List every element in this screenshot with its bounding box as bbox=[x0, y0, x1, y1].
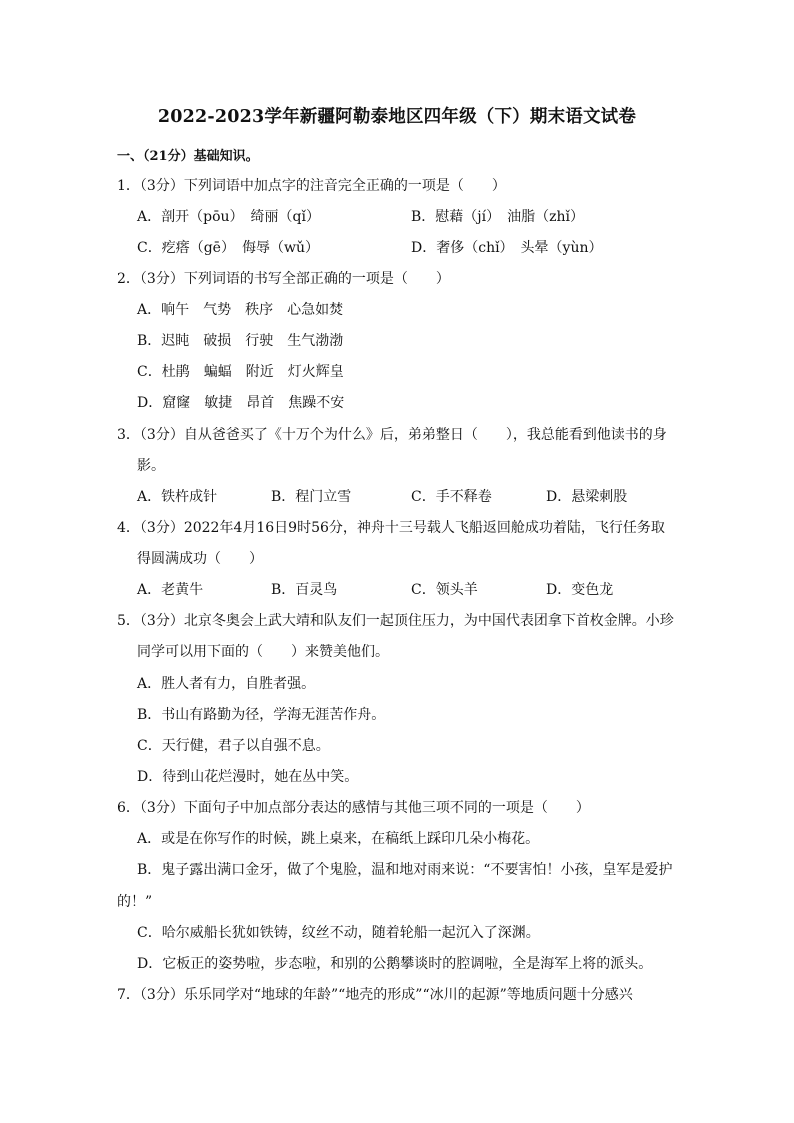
question-4-option-b: B．百灵鸟 bbox=[271, 582, 338, 598]
question-3-stem-line-2: 影。 bbox=[137, 458, 165, 474]
question-3-stem-line-1: 3．（3分）自从爸爸买了《十万个为什么》后，弟弟整日（ ），我总能看到他读书的身 bbox=[117, 427, 667, 443]
section-heading: 一、（21分）基础知识。 bbox=[117, 149, 259, 164]
question-6-option-d: D．它板正的姿势啦，步态啦，和别的公鹅攀谈时的腔调啦，全是海军上将的派头。 bbox=[137, 956, 653, 972]
question-5-stem-line-1: 5．（3分）北京冬奥会上武大靖和队友们一起顶住压力，为中国代表团拿下首枚金牌。小珍 bbox=[117, 613, 674, 629]
question-2-option-b: B．迟盹 破损 行驶 生气渤渤 bbox=[137, 333, 344, 349]
question-5-stem-line-2: 同学可以用下面的（ ）来赞美他们。 bbox=[137, 644, 389, 660]
question-6-option-b-line-1: B．鬼子露出满口金牙，做了个鬼脸，温和地对雨来说：“不要害怕！小孩，皇军是爱护 bbox=[137, 862, 673, 878]
question-1-option-a: A．剖开（pōu） 绮丽（qǐ） bbox=[137, 209, 320, 225]
question-5-option-b: B．书山有路勤为径，学海无涯苦作舟。 bbox=[137, 707, 386, 723]
question-2-option-d: D．窟窿 敏捷 昂首 焦躁不安 bbox=[137, 395, 345, 411]
question-3-option-d: D．悬梁刺股 bbox=[546, 489, 628, 505]
question-4-option-c: C．领头羊 bbox=[411, 582, 478, 598]
question-2-option-c: C．杜鹃 蝙蝠 附近 灯火辉皇 bbox=[137, 364, 344, 380]
question-1-option-c: C．疙瘩（gē） 侮辱（wǔ） bbox=[137, 240, 319, 256]
question-5-option-a: A．胜人者有力，自胜者强。 bbox=[137, 676, 316, 692]
question-1-option-d: D．奢侈（chǐ） 头晕（yùn） bbox=[411, 240, 603, 256]
question-2-stem: 2．（3分）下列词语的书写全部正确的一项是（ ） bbox=[117, 271, 450, 287]
question-5-option-d: D．待到山花烂漫时，她在丛中笑。 bbox=[137, 769, 359, 785]
question-4-option-a: A．老黄牛 bbox=[137, 582, 204, 598]
question-6-option-a: A．或是在你写作的时候，跳上桌来，在稿纸上踩印几朵小梅花。 bbox=[137, 831, 540, 847]
question-3-option-c: C．手不释卷 bbox=[411, 489, 492, 505]
question-4-stem-line-2: 得圆满成功（ ） bbox=[137, 551, 263, 567]
question-2-option-a: A．响午 气势 秩序 心急如焚 bbox=[137, 302, 344, 318]
question-1-option-b: B．慰藉（jí） 油脂（zhǐ） bbox=[411, 209, 584, 225]
question-4-option-d: D．变色龙 bbox=[546, 582, 614, 598]
question-4-stem-line-1: 4．（3分）2022年4月16日9时56分，神舟十三号载人飞船返回舱成功着陆，飞行任务取 bbox=[117, 520, 665, 536]
question-6-option-b-line-2: 的！” bbox=[117, 894, 153, 910]
question-3-option-a: A．铁杵成针 bbox=[137, 489, 218, 505]
question-6-stem: 6．（3分）下面句子中加点部分表达的感情与其他三项不同的一项是（ ） bbox=[117, 800, 590, 816]
question-3-option-b: B．程门立雪 bbox=[271, 489, 352, 505]
question-1-stem: 1．（3分）下列词语中加点字的注音完全正确的一项是（ ） bbox=[117, 178, 506, 194]
question-7-stem-line-1: 7．（3分）乐乐同学对“地球的年龄”“地壳的形成”“冰川的起源”等地质问题十分感兴 bbox=[117, 987, 633, 1003]
question-6-option-c: C．哈尔威船长犹如铁铸，纹丝不动，随着轮船一起沉入了深渊。 bbox=[137, 925, 540, 941]
exam-title: 2022-2023学年新疆阿勒泰地区四年级（下）期末语文试卷 bbox=[157, 107, 637, 127]
question-5-option-c: C．天行健，君子以自强不息。 bbox=[137, 738, 330, 754]
